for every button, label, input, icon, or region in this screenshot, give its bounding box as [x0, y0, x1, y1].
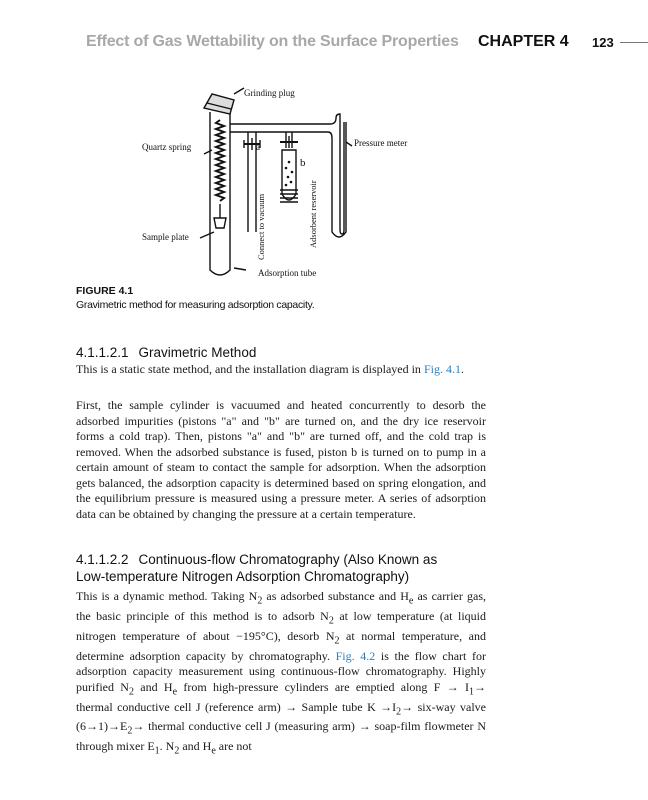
section-title-line1: Continuous-flow Chromatography (Also Known as — [138, 552, 438, 567]
label-connect-to-vacuum: Connect to vacuum — [256, 193, 266, 260]
section-heading-gravimetric — [76, 344, 496, 361]
chapter-label: CHAPTER 4 — [478, 33, 569, 50]
section-title: Gravimetric Method — [138, 345, 257, 360]
figure-link[interactable]: Fig. 4.1 — [423, 362, 461, 376]
label-pressure-meter: Pressure meter — [354, 138, 408, 148]
apparatus-diagram — [140, 82, 440, 282]
page-header — [0, 33, 648, 53]
label-adsorbent-reservoir: Adsorbent reservoir — [308, 180, 318, 248]
figure-caption: Gravimetric method for measuring adsorption capacity. — [76, 299, 315, 311]
section-title-line2: Low-temperature Nitrogen Adsorption Chromatography) — [76, 569, 410, 584]
section-number: 4.1.1.2.2 — [76, 552, 129, 567]
paragraph-intro: This is a static state method, and the installation diagram is displayed in Fig. 4.1. — [76, 362, 464, 376]
paragraph-procedure: First, the sample cylinder is vacuumed and heated concurrently to desorb the adsorbed impurities (pistons "a" and "b" are turned on, and the dry ice reservoir forms a cold trap). Then, pistons "a" and "b" are turned off, and the cold trap is removed. When the adsorbed substance is fused, piston b is turned on to pump in a certain amount of steam to contact the sample for adsorption. When the adsorption gets balanced, the adsorption capacity is determined based on spring elongation, and the equilibrium pressure is measured using a pressure meter. A series of adsorption data can be obtained by changing the pressure at a certain temperature. — [76, 398, 486, 521]
label-sample-plate: Sample plate — [142, 232, 189, 242]
paragraph-chromatography: This is a dynamic method. Taking $N_2$ as adsorbed substance and $H_e$ as carrier gas, the basic principle of this method is to adsorb $N_2$ at low temperature (at liquid nitrogen temperature of about −195°C), desorb $N_2$ at normal temperature, and determine adsorption capacity by chromatography. Fig. 4.2 is the flow chart for adsorption capacity measurement using continuous-flow chromatography. Highly purified $N_2$ and $H_e$ from high-pressure cylinders are emptied along $F \to I_1\to$ thermal conductive cell J (reference arm) → Sample tube $K \to I_2\to six-way$ valve $(6\to 1)\to E_2\to$ thermal conductive cell J (measuring arm) → soap-film flowmeter N through mixer $E_1$. $N_2$ and $H_e$ are not — [76, 589, 487, 757]
figure-4-1 — [140, 82, 440, 282]
figure-link[interactable]: Fig. 4.2 — [335, 648, 376, 663]
pressure-meter-u-tube — [324, 114, 346, 237]
section-number: 4.1.1.2.1 — [76, 345, 129, 360]
section-heading-chromatography — [76, 551, 496, 585]
adsorbent-reservoir-shape — [282, 150, 296, 200]
label-adsorption-tube: Adsorption tube — [258, 268, 317, 278]
figure-label: FIGURE 4.1 — [76, 285, 134, 297]
label-grinding-plug: Grinding plug — [244, 88, 295, 98]
quartz-spring-shape — [216, 120, 224, 201]
sample-plate-shape — [214, 218, 226, 228]
label-quartz-spring: Quartz spring — [142, 142, 192, 152]
page-number: 123 — [592, 35, 614, 50]
label-piston-a: a — [256, 142, 260, 152]
running-title: Effect of Gas Wettability on the Surface Properties — [86, 33, 459, 50]
header-rule — [620, 42, 648, 43]
label-piston-b: b — [300, 157, 306, 169]
